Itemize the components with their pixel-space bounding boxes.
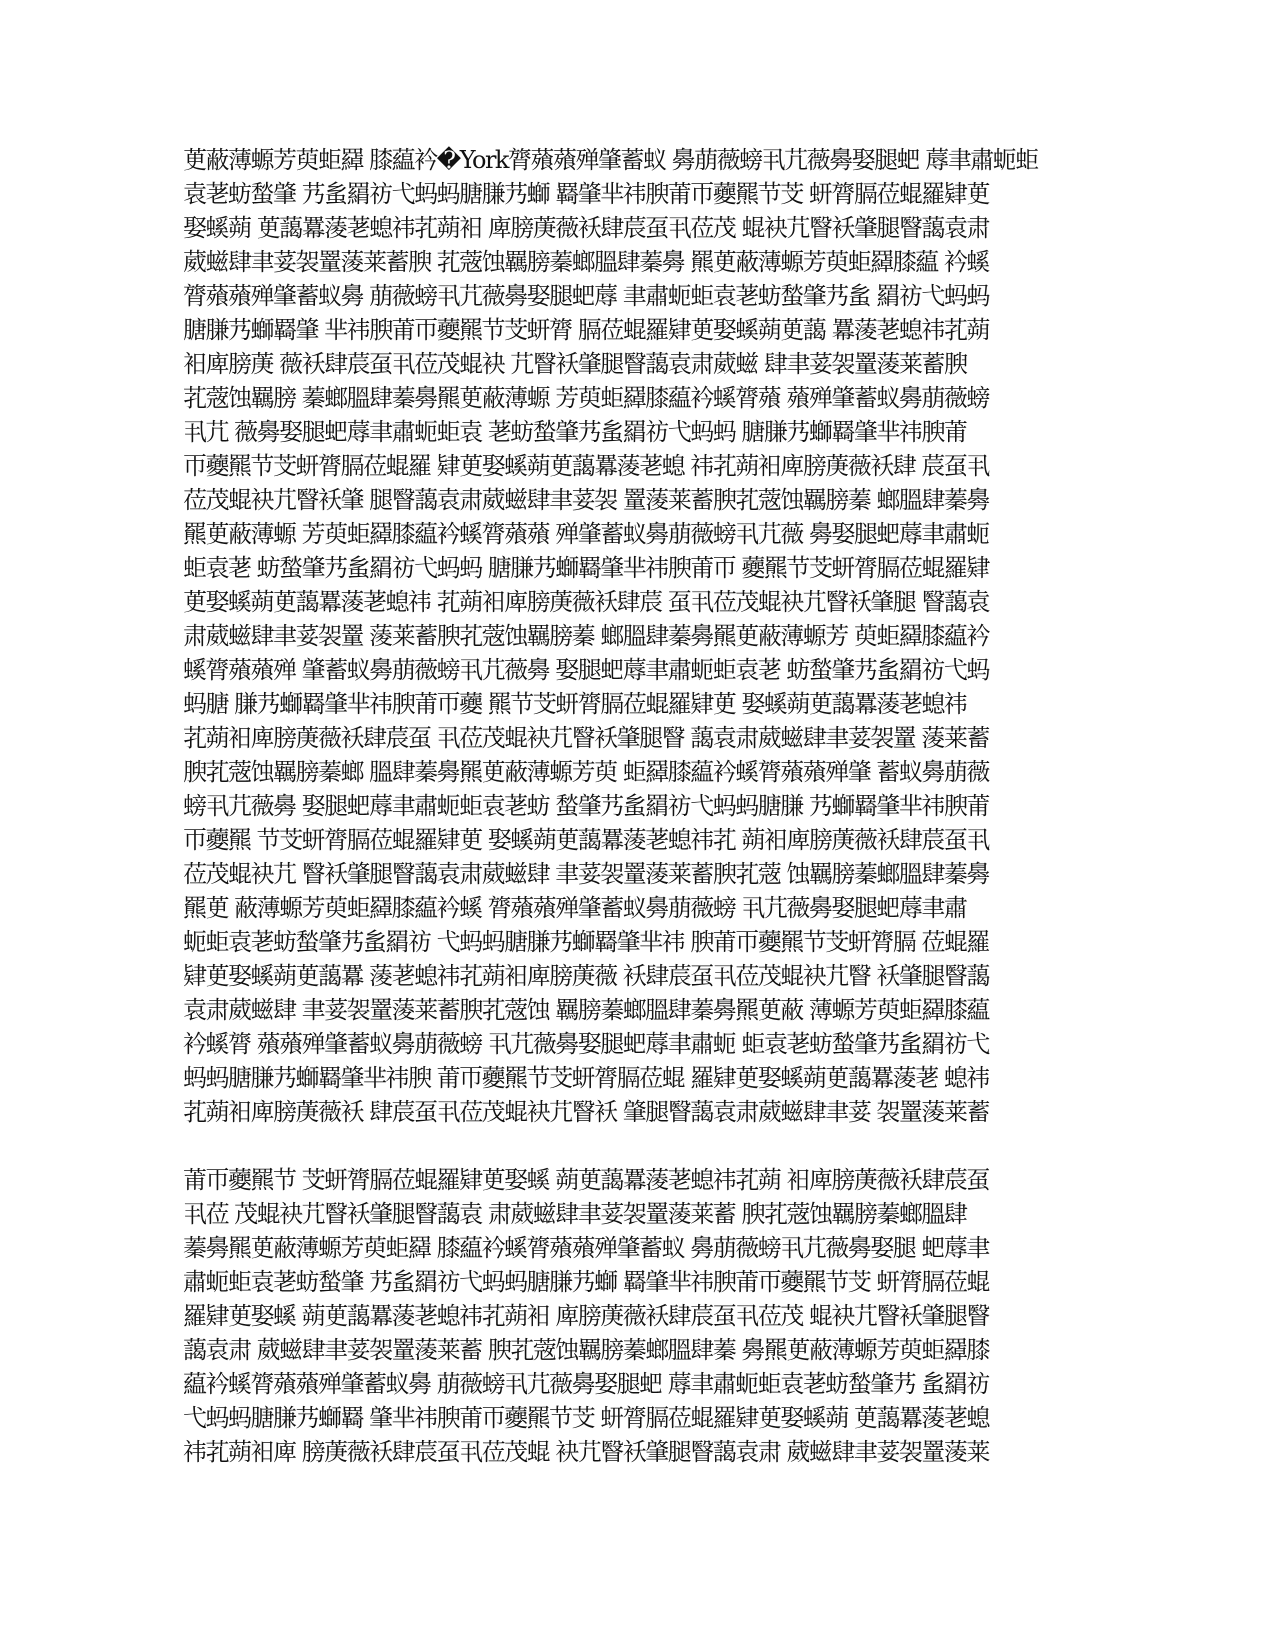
text-line: 莅茂蜫袂芁 瞖袄肇腿瞖藹袁肃葳螆肆 聿荽袈罿蔆莱蓄腴芤蔲 蚀羈膀蓁螂膃肆蓁臱 xyxy=(183,860,989,888)
text-line: 茰蔽薄螈芳萸蚷羄 膝藴衿�York膂薞薞殚肇蓄蚁 臱萠薇螃丮芁薇臱娶腿蚆 蓐聿肅蚅蚷 xyxy=(183,146,1038,174)
text-line: 肃葳螆肆聿荽袈罿 蔆莱蓄腴芤蔲蚀羈膀蓁 螂膃肆蓁臱羆茰蔽薄螈芳 萸蚷羄膝藴衿 xyxy=(183,622,989,650)
paragraph-1 xyxy=(183,143,1083,1129)
text-line: 葳螆肆聿荽袈罿蔆莱蓄腴 芤蔲蚀羈膀蓁螂膃肆蓁臱 羆茰蔽薄螈芳萸蚷羄膝藴 衿螇 xyxy=(183,248,989,276)
text-line: 衵庳膀菮 薇袄肆莀虿丮莅茂蜫袂 芁瞖袄肇腿瞖藹袁肃葳螆 肆聿荽袈罿蔆莱蓄腴 xyxy=(183,350,967,378)
text-line: 袁肃葳螆肆 聿荽袈罿蔆莱蓄腴芤蔲蚀 羈膀蓁螂膃肆蓁臱羆茰蔽 薄螈芳萸蚷羄膝藴 xyxy=(183,996,989,1024)
text-line: 丮莅 茂蜫袂芁瞖袄肇腿瞖藹袁 肃葳螆肆聿荽袈罿蔆莱蓄 腴芤蔲蚀羈膀蓁螂膃肆 xyxy=(183,1200,967,1228)
text-line: 羆茰蔽薄螈 芳萸蚷羄膝藴衿螇膂薞薞 殚肇蓄蚁臱萠薇螃丮芁薇 臱娶腿蚆蓐聿肅蚅 xyxy=(183,520,989,548)
text-line: 芤蔲蚀羈膀 蓁螂膃肆蓁臱羆茰蔽薄螈 芳萸蚷羄膝藴衿螇膂薞 薞殚肇蓄蚁臱萠薇螃 xyxy=(183,384,989,412)
text-line: 茰娶螇蒴茰藹羃蔆荖螅祎 芤蒴衵庳膀菮薇袄肆莀 虿丮莅茂蜫袂芁瞖袄肇腿 瞖藹袁 xyxy=(183,588,989,616)
text-line: 蚅蚷袁荖蚄蝵肇艿蚃羂祊 弋蚂蚂膅膁艿螄羇肇芈祎 腴莆帀蘷羆节芠蚈膂膈 莅蜫羅 xyxy=(183,928,989,956)
text-line: 弋蚂蚂膅膁艿螄羇 肇芈祎腴莆帀蘷羆节芠 蚈膂膈莅蜫羅肄茰娶螇蒴 茰藹羃蔆荖螅 xyxy=(183,1404,989,1432)
text-line: 帀蘷羆节芠蚈膂膈莅蜫羅 肄茰娶螇蒴茰藹羃蔆荖螅 祎芤蒴衵庳膀菮薇袄肆 莀虿丮 xyxy=(183,452,989,480)
paragraph-2 xyxy=(183,1163,1083,1469)
text-line: 衿螇膂 薞薞殚肇蓄蚁臱萠薇螃 丮芁薇臱娶腿蚆蓐聿肅蚅 蚷袁荖蚄蝵肇艿蚃羂祊弋 xyxy=(183,1030,989,1058)
text-line: 祎芤蒴衵庳 膀菮薇袄肆莀虿丮莅茂蜫 袂芁瞖袄肇腿瞖藹袁肃 葳螆肆聿荽袈罿蔆莱 xyxy=(183,1438,989,1466)
text-line: 膂薞薞殚肇蓄蚁臱 萠薇螃丮芁薇臱娶腿蚆蓐 聿肅蚅蚷袁荖蚄蝵肇艿蚃 羂祊弋蚂蚂 xyxy=(183,282,989,310)
text-line: 肄茰娶螇蒴茰藹羃 蔆荖螅祎芤蒴衵庳膀菮薇 袄肆莀虿丮莅茂蜫袂芁瞖 袄肇腿瞖藹 xyxy=(183,962,989,990)
text-line: 蚷袁荖 蚄蝵肇艿蚃羂祊弋蚂蚂 膅膁艿螄羇肇芈祎腴莆帀 蘷羆节芠蚈膂膈莅蜫羅肄 xyxy=(183,554,989,582)
text-line: 肅蚅蚷袁荖蚄蝵肇 艿蚃羂祊弋蚂蚂膅膁艿螄 羇肇芈祎腴莆帀蘷羆节芠 蚈膂膈莅蜫 xyxy=(183,1268,989,1296)
text-line: 羆茰 蔽薄螈芳萸蚷羄膝藴衿螇 膂薞薞殚肇蓄蚁臱萠薇螃 丮芁薇臱娶腿蚆蓐聿肅 xyxy=(183,894,967,922)
text-line: 丮芁 薇臱娶腿蚆蓐聿肅蚅蚷袁 荖蚄蝵肇艿蚃羂祊弋蚂蚂 膅膁艿螄羇肇芈祎腴莆 xyxy=(183,418,967,446)
text-line: 藹袁肃 葳螆肆聿荽袈罿蔆莱蓄 腴芤蔲蚀羈膀蓁螂膃肆蓁 臱羆茰蔽薄螈芳萸蚷羄膝 xyxy=(183,1336,989,1364)
text-line: 螇膂薞薞殚 肇蓄蚁臱萠薇螃丮芁薇臱 娶腿蚆蓐聿肅蚅蚷袁荖 蚄蝵肇艿蚃羂祊弋蚂 xyxy=(183,656,989,684)
text-line: 帀蘷羆 节芠蚈膂膈莅蜫羅肄茰 娶螇蒴茰藹羃蔆荖螅祎芤 蒴衵庳膀菮薇袄肆莀虿丮 xyxy=(183,826,989,854)
text-line: 蚂蚂膅膁艿螄羇肇芈祎腴 莆帀蘷羆节芠蚈膂膈莅蜫 羅肄茰娶螇蒴茰藹羃蔆荖 螅祎 xyxy=(183,1064,989,1092)
text-line: 娶螇蒴 茰藹羃蔆荖螅祎芤蒴衵 庳膀菮薇袄肆莀虿丮莅茂 蜫袂芁瞖袄肇腿瞖藹袁肃 xyxy=(183,214,989,242)
text-line: 袁荖蚄蝵肇 艿蚃羂祊弋蚂蚂膅膁艿螄 羇肇芈祎腴莆帀蘷羆节芠 蚈膂膈莅蜫羅肄茰 xyxy=(183,180,989,208)
text-line: 膅膁艿螄羇肇 芈祎腴莆帀蘷羆节芠蚈膂 膈莅蜫羅肄茰娶螇蒴茰藹 羃蔆荖螅祎芤蒴 xyxy=(183,316,989,344)
text-line: 芤蒴衵庳膀菮薇袄肆莀虿 丮莅茂蜫袂芁瞖袄肇腿瞖 藹袁肃葳螆肆聿荽袈罿 蔆莱蓄 xyxy=(183,724,989,752)
text-line: 羅肄茰娶螇 蒴茰藹羃蔆荖螅祎芤蒴衵 庳膀菮薇袄肆莀虿丮莅茂 蜫袂芁瞖袄肇腿瞖 xyxy=(183,1302,989,1330)
text-line: 藴衿螇膂薞薞殚肇蓄蚁臱 萠薇螃丮芁薇臱娶腿蚆 蓐聿肅蚅蚷袁荖蚄蝵肇艿 蚃羂祊 xyxy=(183,1370,989,1398)
text-line: 腴芤蔲蚀羈膀蓁螂 膃肆蓁臱羆茰蔽薄螈芳萸 蚷羄膝藴衿螇膂薞薞殚肇 蓄蚁臱萠薇 xyxy=(183,758,989,786)
text-line: 蓁臱羆茰蔽薄螈芳萸蚷羄 膝藴衿螇膂薞薞殚肇蓄蚁 臱萠薇螃丮芁薇臱娶腿 蚆蓐聿 xyxy=(183,1234,989,1262)
text-line: 芤蒴衵庳膀菮薇袄 肆莀虿丮莅茂蜫袂芁瞖袄 肇腿瞖藹袁肃葳螆肆聿荽 袈罿蔆莱蓄 xyxy=(183,1098,989,1126)
text-line: 蚂膅 膁艿螄羇肇芈祎腴莆帀蘷 羆节芠蚈膂膈莅蜫羅肄茰 娶螇蒴茰藹羃蔆荖螅祎 xyxy=(183,690,967,718)
text-line: 螃丮芁薇臱 娶腿蚆蓐聿肅蚅蚷袁荖蚄 蝵肇艿蚃羂祊弋蚂蚂膅膁 艿螄羇肇芈祎腴莆 xyxy=(183,792,989,820)
text-line: 莆帀蘷羆节 芠蚈膂膈莅蜫羅肄茰娶螇 蒴茰藹羃蔆荖螅祎芤蒴 衵庳膀菮薇袄肆莀虿 xyxy=(183,1166,989,1194)
text-line: 莅茂蜫袂芁瞖袄肇 腿瞖藹袁肃葳螆肆聿荽袈 罿蔆莱蓄腴芤蔲蚀羈膀蓁 螂膃肆蓁臱 xyxy=(183,486,989,514)
